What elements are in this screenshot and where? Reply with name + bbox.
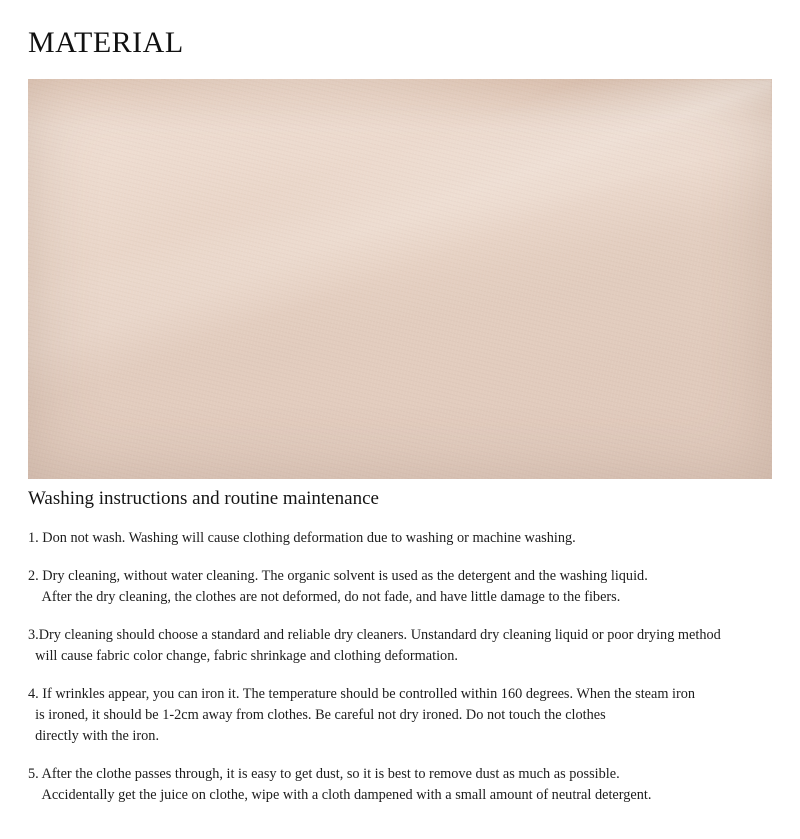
care-heading: Washing instructions and routine maintenance [28,488,379,509]
care-line: 5. After the clothe passes through, it is easy to get dust, so it is best to remove dust as much as possible. [28,766,620,782]
list-item [28,528,774,549]
list-item [28,566,774,608]
care-line: will cause fabric color change, fabric shrinkage and clothing deformation. [28,648,458,664]
care-line: After the dry cleaning, the clothes are not deformed, do not fade, and have little damage to the fibers. [28,589,621,605]
care-instruction-list [28,528,774,823]
care-line: directly with the iron. [28,728,160,744]
care-line: Accidentally get the juice on clothe, wipe with a cloth dampened with a small amount of neutral detergent. [28,787,652,803]
care-line: is ironed, it should be 1-2cm away from clothes. Be careful not dry ironed. Do not touch the clothes [28,707,606,723]
list-item [28,684,774,747]
fabric-vignette [28,79,772,479]
care-line: 4. If wrinkles appear, you can iron it. The temperature should be controlled within 160 degrees. When the steam iron [28,686,696,702]
care-line: 3.Dry cleaning should choose a standard and reliable dry cleaners. Unstandard dry cleaning liquid or poor drying method [28,627,721,643]
list-item [28,764,774,806]
fabric-photo [28,79,772,479]
care-line: 2. Dry cleaning, without water cleaning. The organic solvent is used as the detergent and the washing liquid. [28,568,648,584]
care-line: 1. Don not wash. Washing will cause clothing deformation due to washing or machine washing. [28,530,576,546]
list-item [28,625,774,667]
page-title: MATERIAL [28,26,184,59]
